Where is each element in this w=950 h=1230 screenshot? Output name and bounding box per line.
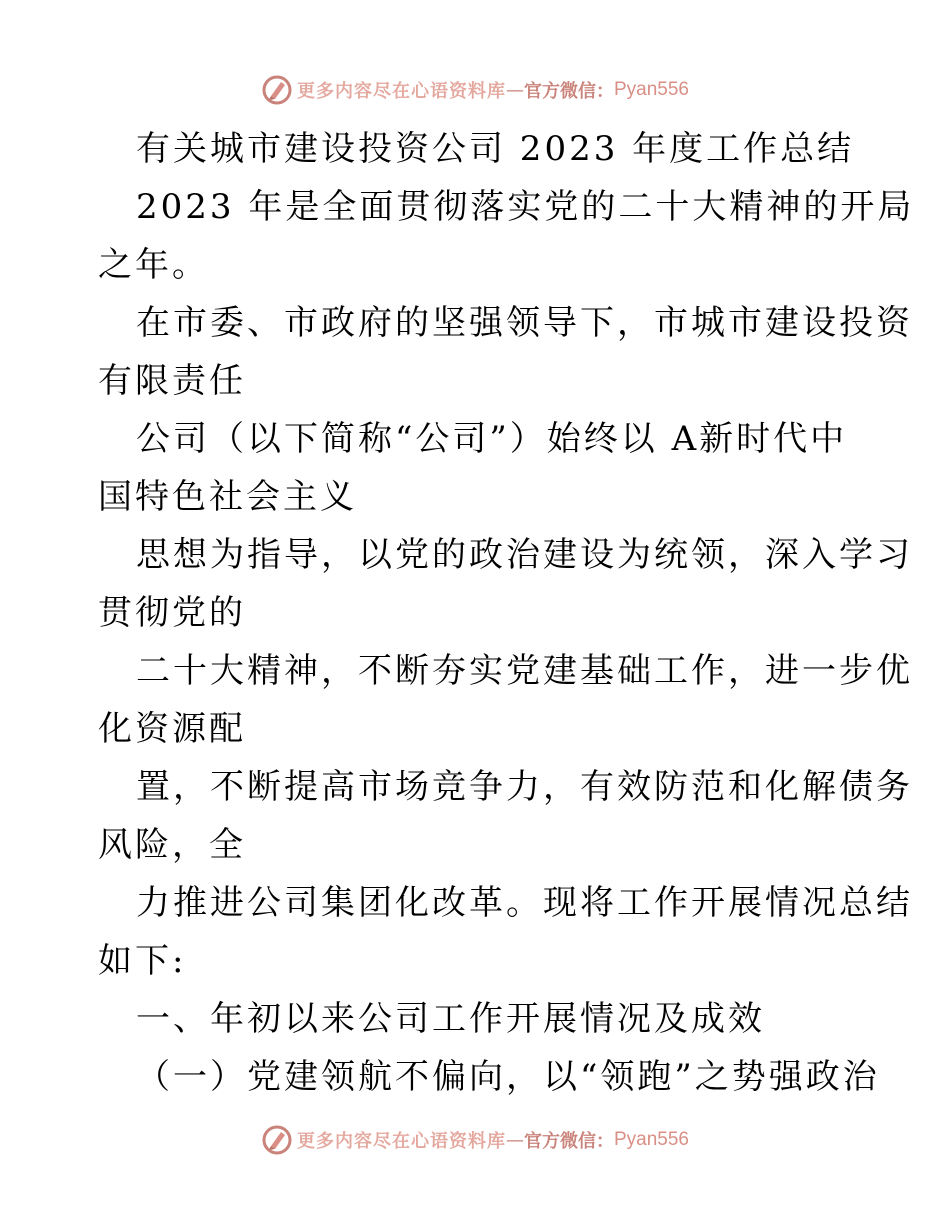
text-line: 思想为指导，以党的政治建设为统领，深入学习	[136, 535, 913, 575]
text-line: 置，不断提高市场竞争力，有效防范和化解债务	[136, 767, 913, 807]
text-line: 一、年初以来公司工作开展情况及成效	[136, 999, 765, 1039]
text-line: 如下:	[98, 941, 187, 981]
watermark-separator: —	[505, 1129, 524, 1151]
text-line: 公司（以下简称“公司”）始终以 A新时代中	[136, 419, 848, 459]
watermark-separator: —	[505, 79, 524, 101]
watermark-account: Pyan556	[613, 79, 689, 100]
text-line: 有限责任	[98, 361, 246, 401]
pen-logo-icon	[261, 74, 293, 106]
text-line: 化资源配	[98, 709, 246, 749]
text-line: 力推进公司集团化改革。现将工作开展情况总结	[136, 883, 913, 923]
text-line: 风险，全	[98, 825, 246, 865]
document-body	[98, 120, 915, 1106]
pen-logo-icon	[261, 1124, 293, 1156]
text-line: （一）党建领航不偏向，以“领跑”之势强政治	[136, 1057, 880, 1097]
watermark-brand: 更多内容尽在心语资料库	[296, 81, 506, 102]
text-line: 2023 年是全面贯彻落实党的二十大精神的开局	[136, 187, 915, 227]
text-line: 有关城市建设投资公司 2023 年度工作总结	[136, 129, 855, 169]
watermark-brand: 更多内容尽在心语资料库	[296, 1131, 506, 1152]
text-line: 二十大精神，不断夯实党建基础工作，进一步优	[136, 651, 913, 691]
text-line: 国特色社会主义	[98, 477, 357, 517]
watermark-sub: 官方微信：	[523, 1131, 614, 1152]
text-line: 之年。	[98, 245, 209, 285]
watermark-sub: 官方微信：	[523, 81, 614, 102]
text-line: 贯彻党的	[98, 593, 246, 633]
watermark-account: Pyan556	[613, 1129, 689, 1150]
text-line: 在市委、市政府的坚强领导下，市城市建设投资	[136, 303, 913, 343]
watermark-footer	[0, 1120, 950, 1160]
watermark-header	[0, 70, 950, 110]
